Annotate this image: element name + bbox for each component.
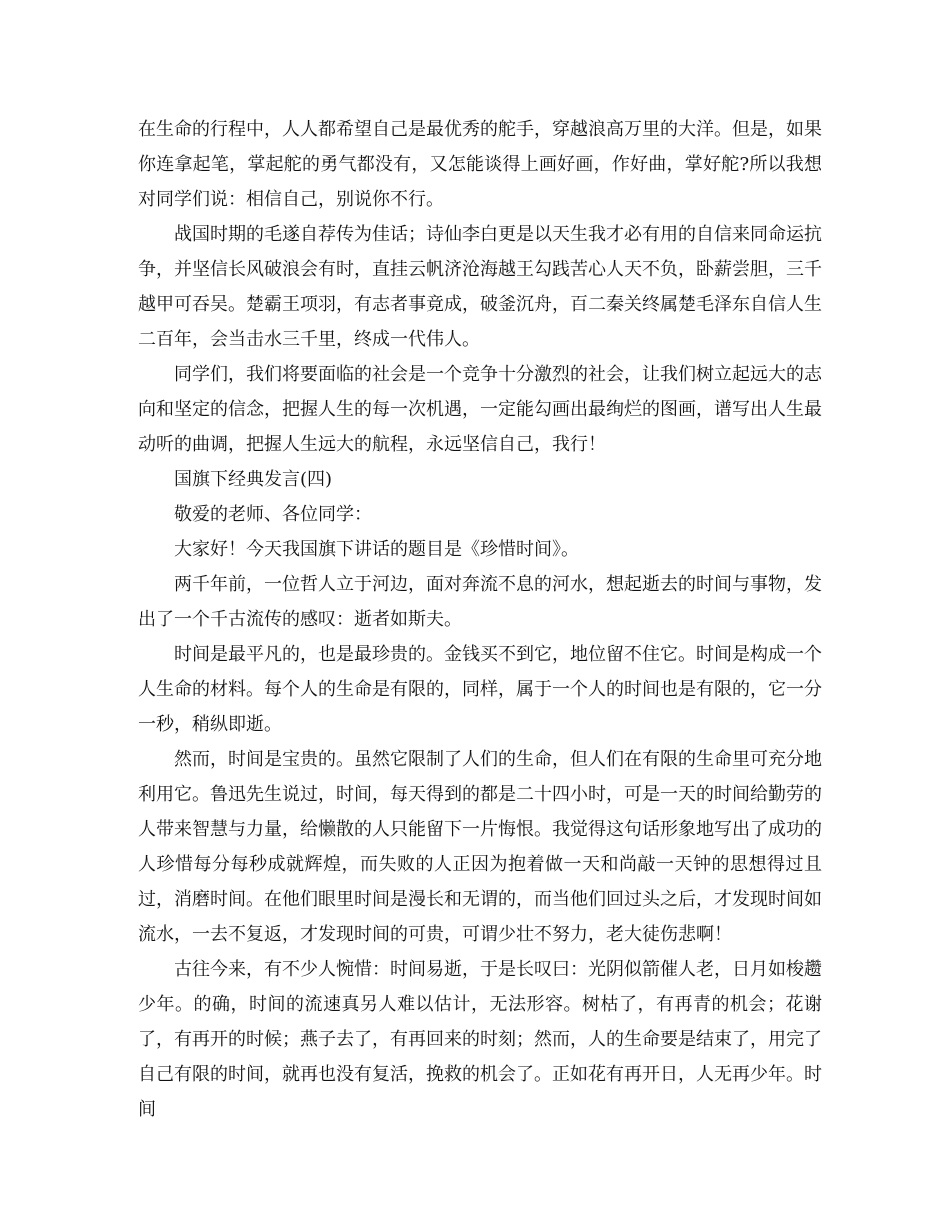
paragraph-3: 同学们，我们将要面临的社会是一个竞争十分激烈的社会，让我们树立起远大的志向和坚定的信念，把握人生的每一次机遇，一定能勾画出最绚烂的图画，谱写出人生最动听的曲调，把握人生远大的航程，永远坚信自己，我行！: [138, 364, 822, 455]
paragraph-9: 然而，时间是宝贵的。虽然它限制了人们的生命，但人们在有限的生命里可充分地利用它。鲁迅先生说过，时间，每天得到的都是二十四小时，可是一天的时间给勤劳的人带来智慧与力量，给懒散的人只能留下一片悔恨。我觉得这句话形象地写出了成功的人珍惜每分每秒成就辉煌，而失败的人正因为抱着做一天和尚敲一天钟的思想得过且过，消磨时间。在他们眼里时间是漫长和无谓的，而当他们回过头之后，才发现时间如流水，一去不复返，才发现时间的可贵，可谓少壮不努力，老大徒伤悲啊！: [138, 749, 822, 945]
paragraph-8: 时间是最平凡的，也是最珍贵的。金钱买不到它，地位留不住它。时间是构成一个人生命的材料。每个人的生命是有限的，同样，属于一个人的时间也是有限的，它一分一秒，稍纵即逝。: [138, 644, 822, 735]
section-heading: 国旗下经典发言(四): [174, 469, 333, 490]
paragraph-2: 战国时期的毛遂自荐传为佳话；诗仙李白更是以天生我才必有用的自信来同命运抗争，并坚信长风破浪会有时，直挂云帆济沧海越王勾践苦心人天不负，卧薪尝胆，三千越甲可吞吴。楚霸王项羽，有志者事竟成，破釜沉舟，百二秦关终属楚毛泽东自信人生二百年，会当击水三千里，终成一代伟人。: [138, 224, 822, 350]
salutation: 敬爱的老师、各位同学：: [174, 504, 372, 525]
paragraph-10: 古往今来，有不少人惋惜：时间易逝，于是长叹曰：光阴似箭催人老，日月如梭趱少年。的确，时间的流速真另人难以估计，无法形容。树枯了，有再青的机会；花谢了，有再开的时候；燕子去了，有再回来的时刻；然而，人的生命要是结束了，用完了自己有限的时间，就再也没有复活，挽救的机会了。正如花有再开日，人无再少年。时间: [138, 959, 822, 1120]
paragraph-7: 两千年前，一位哲人立于河边，面对奔流不息的河水，想起逝去的时间与事物，发出了一个千古流传的感叹：逝者如斯夫。: [138, 574, 822, 630]
paragraph-1: 在生命的行程中，人人都希望自己是最优秀的舵手，穿越浪高万里的大洋。但是，如果你连拿起笔，掌起舵的勇气都没有，又怎能谈得上画好画，作好曲，掌好舵?所以我想对同学们说：相信自己，别说你不行。: [138, 119, 822, 210]
document-body: [138, 112, 822, 1127]
greeting: 大家好！今天我国旗下讲话的题目是《珍惜时间》。: [174, 539, 579, 560]
